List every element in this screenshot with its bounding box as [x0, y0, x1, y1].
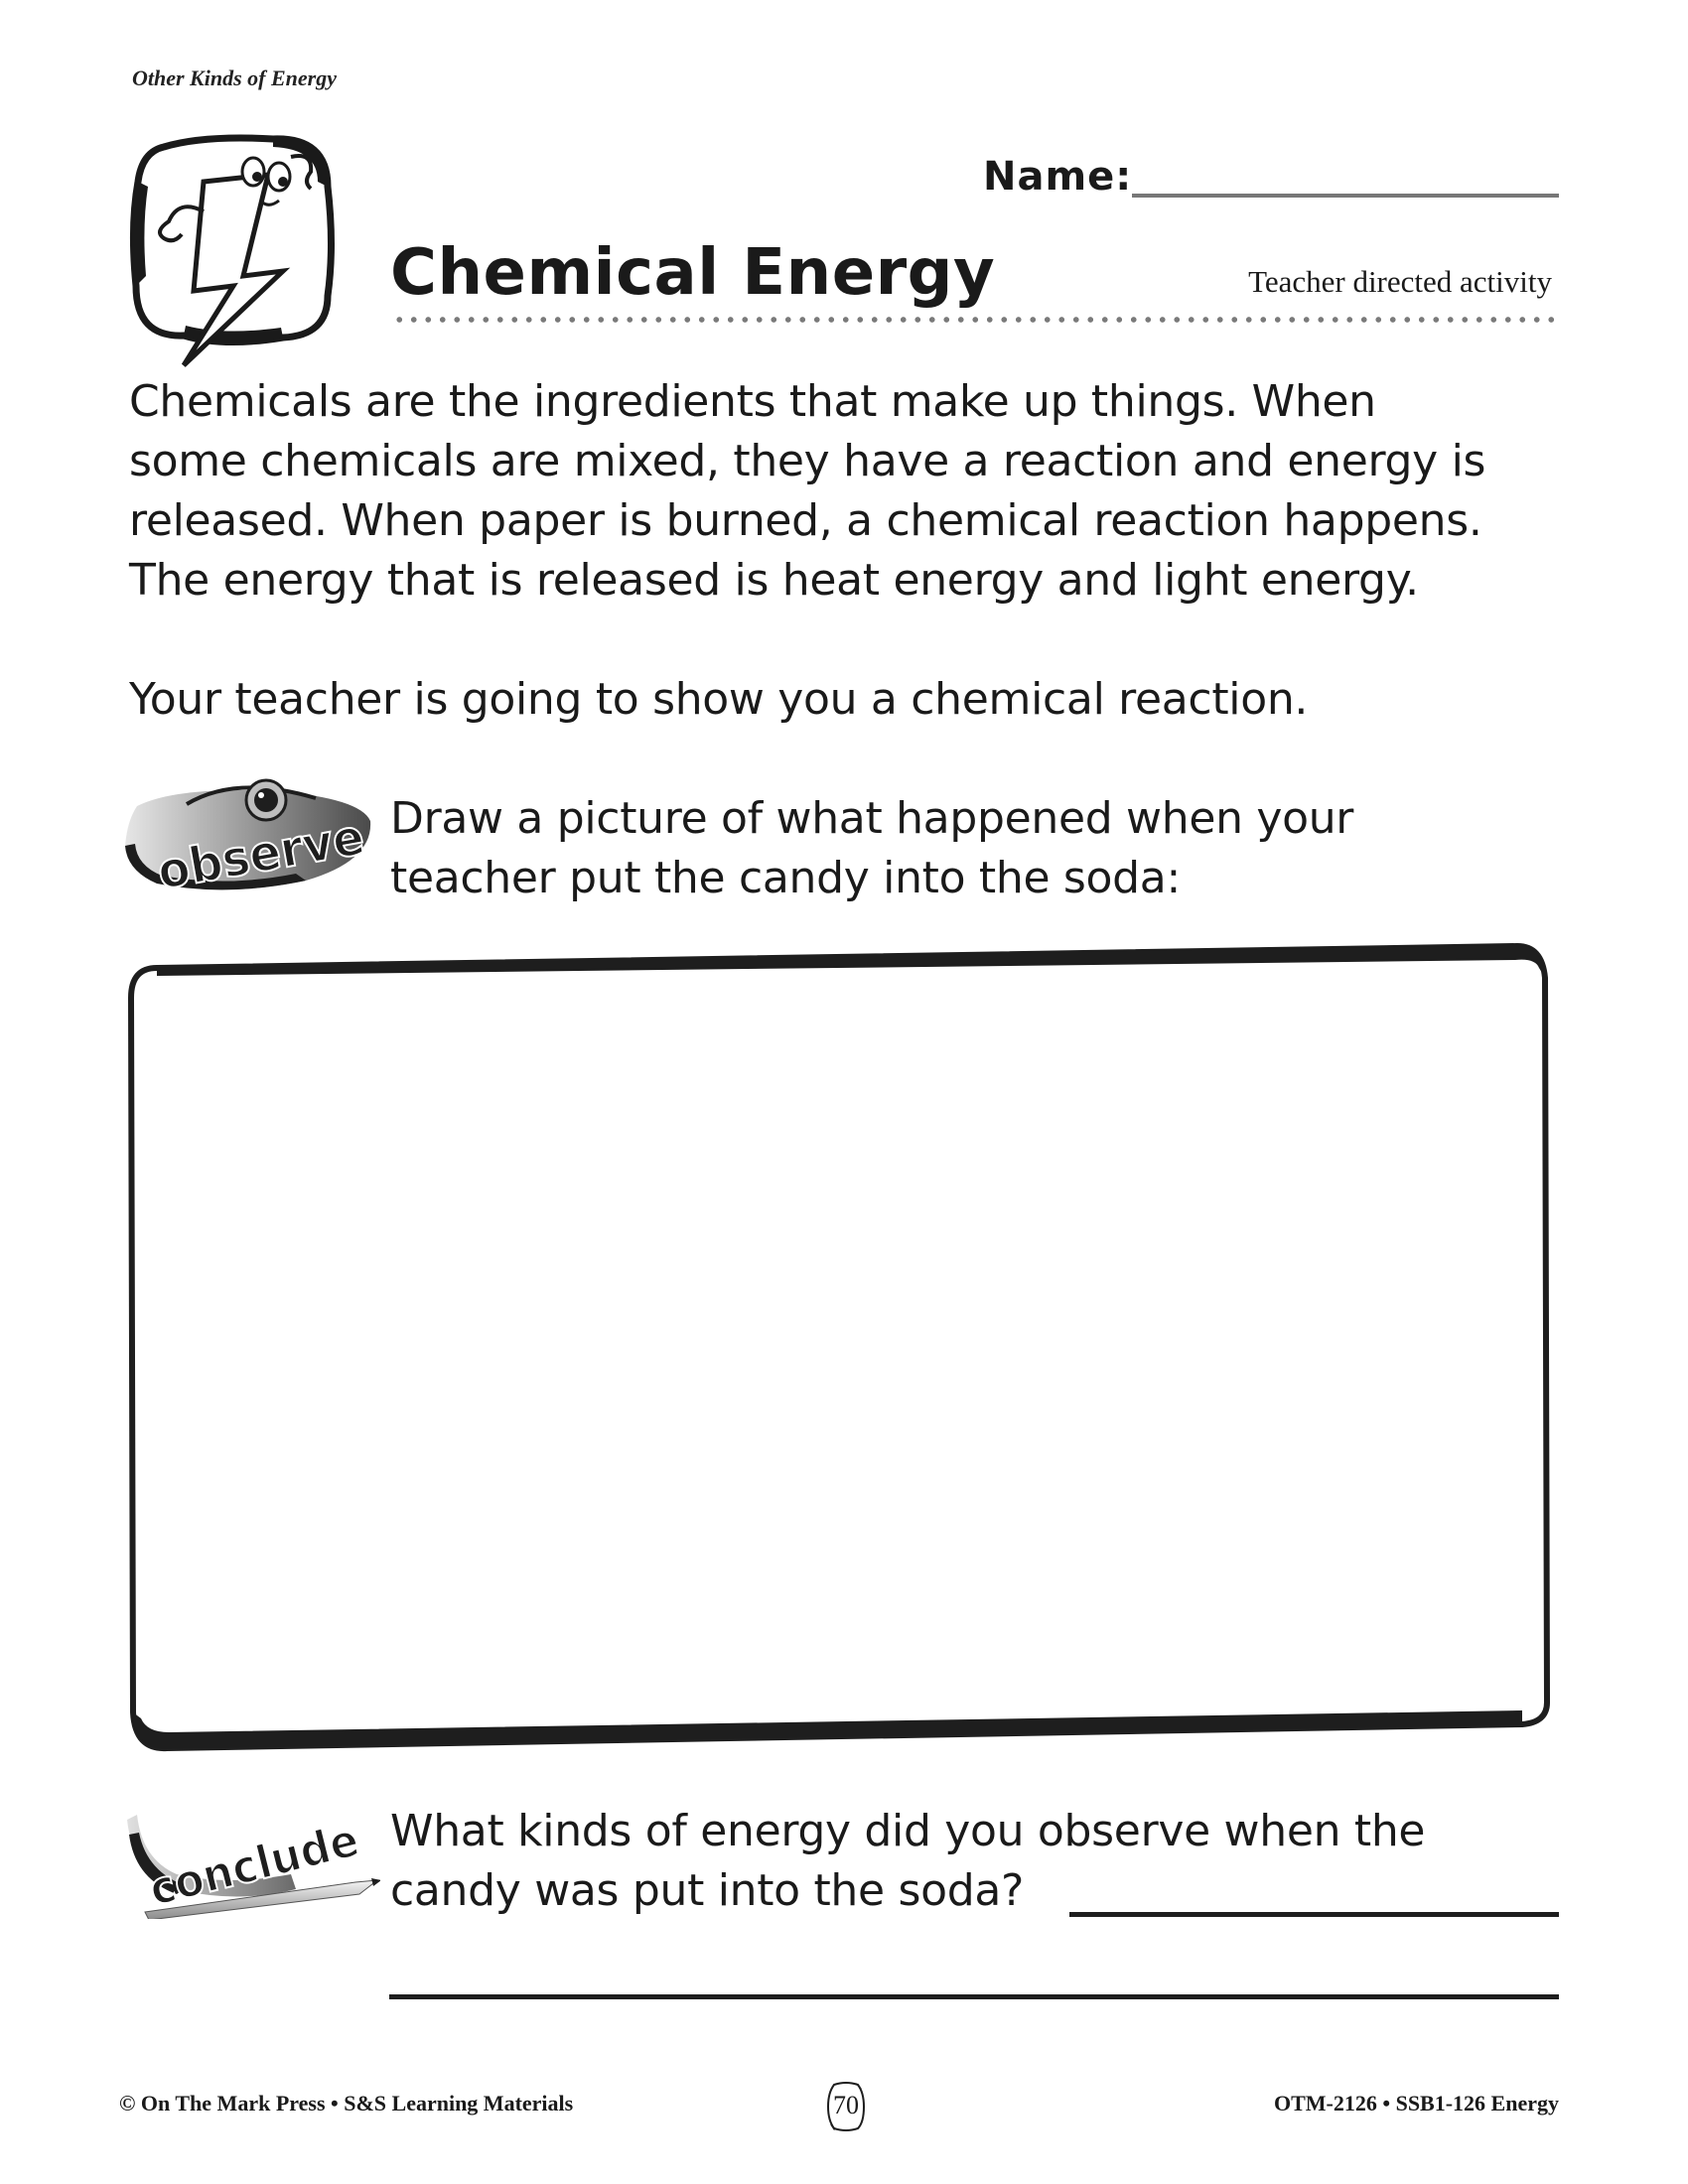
- conclude-badge-label: conclude: [143, 1808, 380, 1917]
- page-number: [822, 2079, 870, 2134]
- intro-line: some chemicals are mixed, they have a reaction and energy is: [129, 436, 1486, 486]
- page-number-text: 70: [833, 2091, 859, 2119]
- activity-type-label: Teacher directed activity: [1248, 264, 1552, 299]
- footer-product-code: OTM-2126 • SSB1-126 Energy: [1274, 2091, 1559, 2116]
- drawing-area[interactable]: [127, 938, 1552, 1764]
- dotted-divider: [392, 316, 1554, 324]
- running-head: Other Kinds of Energy: [132, 66, 337, 90]
- instruction-text: Your teacher is going to show you a chemical reaction.: [129, 674, 1309, 725]
- conclude-prompt-line: candy was put into the soda?: [390, 1865, 1025, 1916]
- footer-copyright: © On The Mark Press • S&S Learning Materials: [119, 2091, 574, 2116]
- name-input-line[interactable]: [1132, 194, 1559, 198]
- answer-line[interactable]: [389, 1994, 1559, 1999]
- conclude-prompt: [390, 1802, 1425, 1921]
- observe-prompt-line: Draw a picture of what happened when your: [390, 793, 1354, 844]
- intro-line: released. When paper is burned, a chemical reaction happens.: [129, 495, 1482, 546]
- answer-line[interactable]: [1069, 1912, 1559, 1917]
- lightning-bolt-mascot-icon: [124, 127, 338, 375]
- observe-prompt-line: teacher put the candy into the soda:: [390, 853, 1181, 903]
- observe-badge-label: observe: [153, 805, 380, 900]
- intro-line: Chemicals are the ingredients that make up things. When: [129, 376, 1376, 427]
- intro-line: The energy that is released is heat energy and light energy.: [129, 555, 1419, 606]
- name-label: Name:: [983, 154, 1133, 200]
- conclude-prompt-line: What kinds of energy did you observe when the: [390, 1806, 1426, 1856]
- observe-eye-icon: [117, 776, 380, 900]
- conclude-pencil-icon: [117, 1795, 380, 1919]
- observe-prompt: [390, 789, 1353, 908]
- intro-paragraph: [129, 372, 1579, 730]
- page-title: Chemical Energy: [390, 236, 996, 310]
